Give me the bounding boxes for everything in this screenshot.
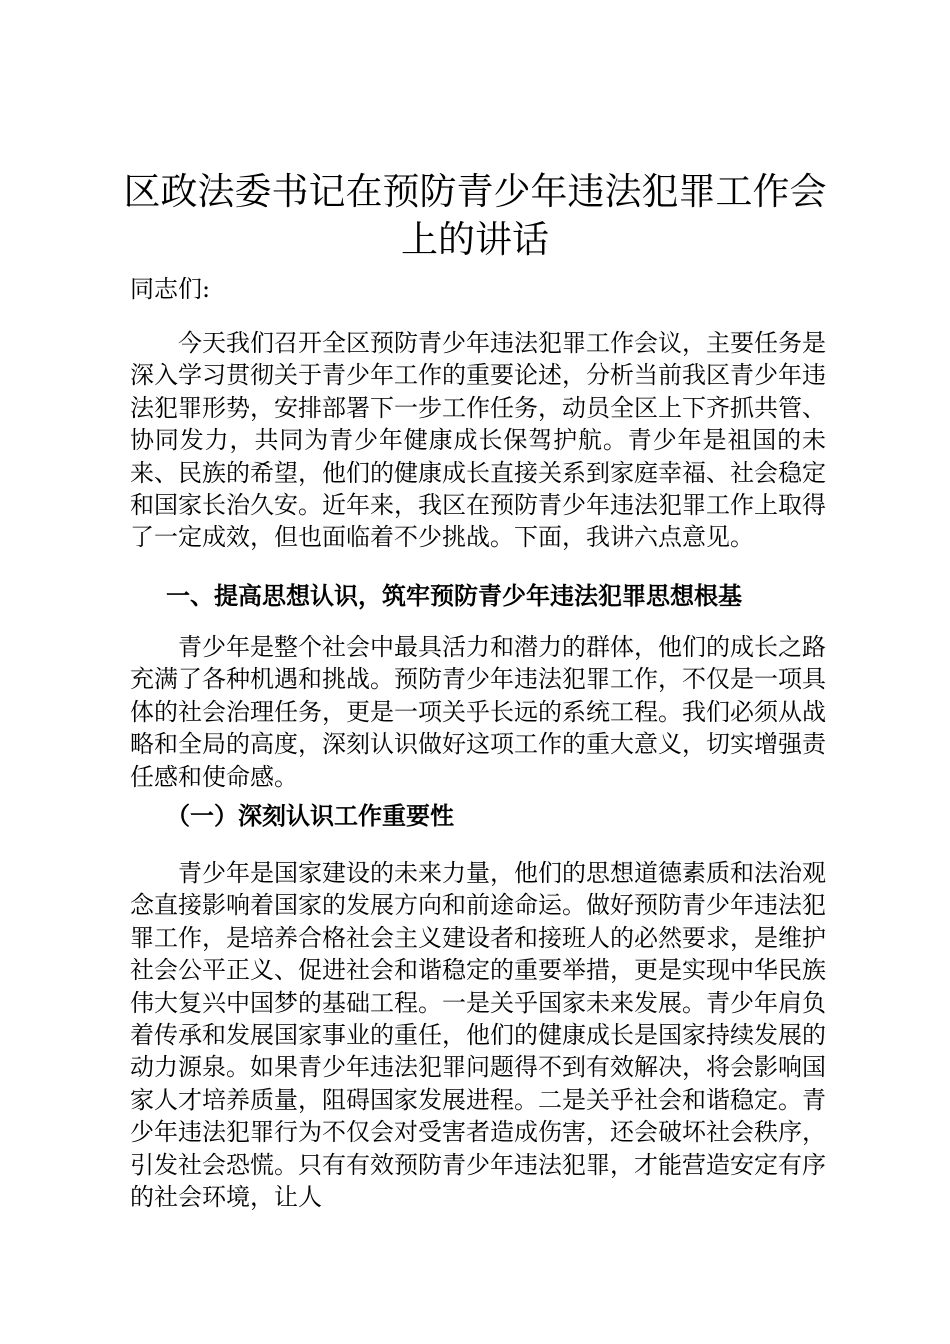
document-title: 区政法委书记在预防青少年违法犯罪工作会上的讲话 <box>123 170 827 261</box>
salutation: 同志们: <box>130 275 211 303</box>
subsection-heading-1: （一）深刻认识工作重要性 <box>166 801 454 830</box>
paragraph-section-1: 青少年是整个社会中最具活力和潜力的群体，他们的成长之路充满了各种机遇和挑战。预防青少年违法犯罪工作，不仅是一项具体的社会治理任务，更是一项关乎长远的系统工程。我们必须从战略和全局的高度，深刻认识做好这项工作的重大意义，切实增强责任感和使命感。 <box>130 633 826 791</box>
section-heading-1: 一、提高思想认识，筑牢预防青少年违法犯罪思想根基 <box>166 581 742 610</box>
paragraph-intro: 今天我们召开全区预防青少年违法犯罪工作会议，主要任务是深入学习贯彻关于青少年工作的重要论述，分析当前我区青少年违法犯罪形势，安排部署下一步工作任务，动员全区上下齐抓共管、协同发力，共同为青少年健康成长保驾护航。青少年是祖国的未来、民族的希望，他们的健康成长直接关系到家庭幸福、社会稳定和国家长治久安。近年来，我区在预防青少年违法犯罪工作上取得了一定成效，但也面临着不少挑战。下面，我讲六点意见。 <box>130 329 826 552</box>
paragraph-subsection-1: 青少年是国家建设的未来力量，他们的思想道德素质和法治观念直接影响着国家的发展方向和前途命运。做好预防青少年违法犯罪工作，是培养合格社会主义建设者和接班人的必然要求，是维护社会公平正义、促进社会和谐稳定的重要举措，更是实现中华民族伟大复兴中国梦的基础工程。一是关乎国家未来发展。青少年肩负着传承和发展国家事业的重任，他们的健康成长是国家持续发展的动力源泉。如果青少年违法犯罪问题得不到有效解决，将会影响国家人才培养质量，阻碍国家发展进程。二是关乎社会和谐稳定。青少年违法犯罪行为不仅会对受害者造成伤害，还会破坏社会秩序，引发社会恐慌。只有有效预防青少年违法犯罪，才能营造安定有序的社会环境，让人 <box>130 859 826 1212</box>
